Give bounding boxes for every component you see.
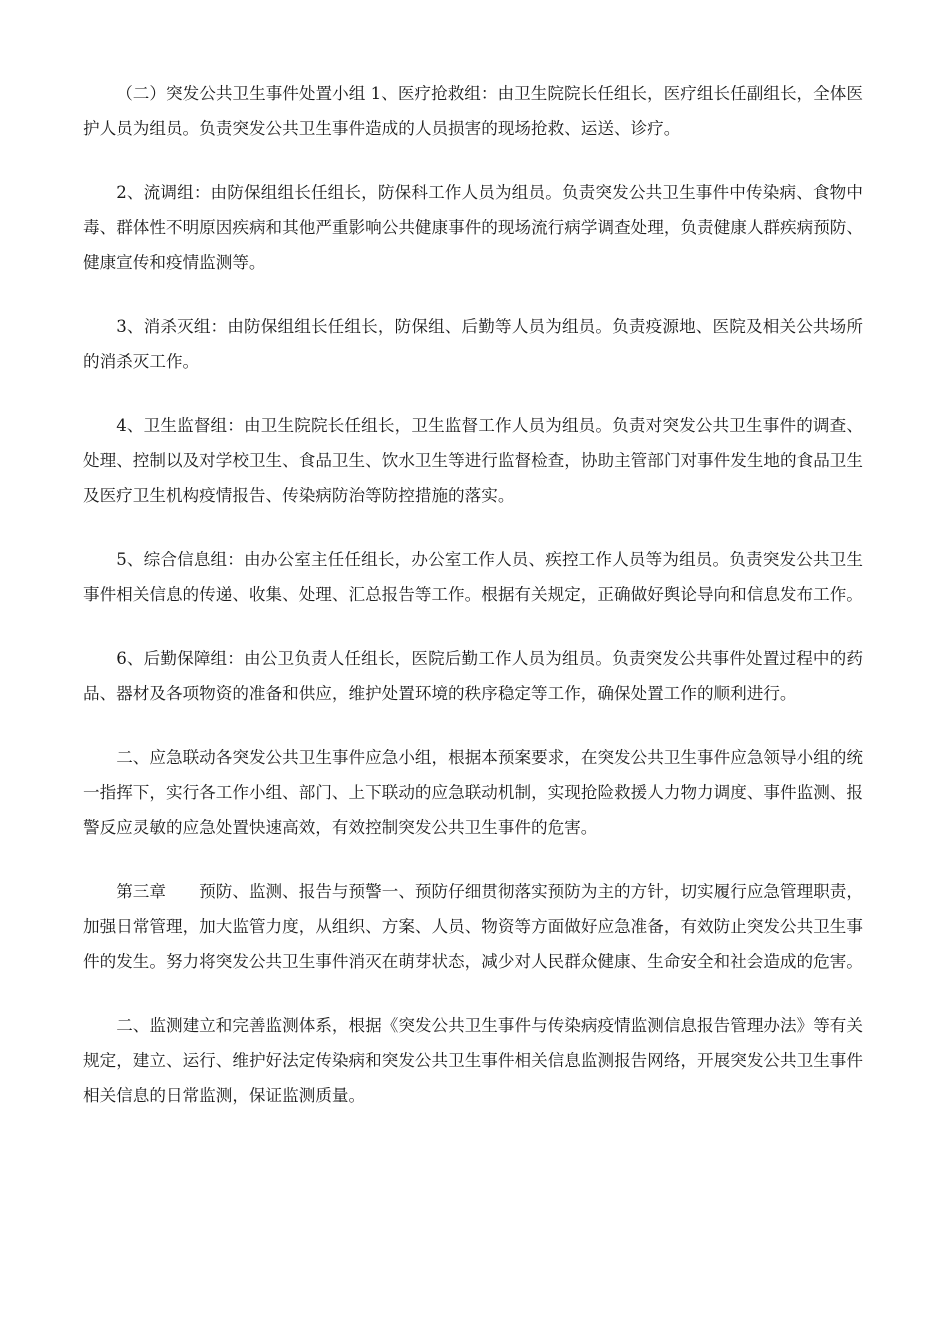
paragraph-emergency-linkage: 二、应急联动各突发公共卫生事件应急小组，根据本预案要求，在突发公共卫生事件应急领导小组的统一指挥下，实行各工作小组、部门、上下联动的应急联动机制，实现抢险救援人力物力调度、事件监测、报警反应灵敏的应急处置快速高效，有效控制突发公共卫生事件的危害。 (83, 748, 863, 837)
paragraph-emergency-rescue-group: （二）突发公共卫生事件处置小组 1、医疗抢救组：由卫生院院长任组长，医疗组长任副组长，全体医护人员为组员。负责突发公共卫生事件造成的人员损害的现场抢救、运送、诊疗。 (83, 84, 863, 138)
document-page (83, 76, 863, 1142)
paragraph-chapter-three-prevention: 第三章 预防、监测、报告与预警一、预防仔细贯彻落实预防为主的方针，切实履行应急管理职责，加强日常管理，加大监管力度，从组织、方案、人员、物资等方面做好应急准备，有效防止突发公共卫生事件的发生。努力将突发公共卫生事件消灭在萌芽状态，减少对人民群众健康、生命安全和社会造成的危害。 (83, 882, 863, 971)
paragraph-epidemiology-group: 2、流调组：由防保组组长任组长，防保科工作人员为组员。负责突发公共卫生事件中传染病、食物中毒、群体性不明原因疾病和其他严重影响公共健康事件的现场流行病学调查处理，负责健康人群疾病预防、健康宣传和疫情监测等。 (83, 183, 863, 272)
paragraph-disinfection-group: 3、消杀灭组：由防保组组长任组长，防保组、后勤等人员为组员。负责疫源地、医院及相关公共场所的消杀灭工作。 (83, 317, 863, 371)
paragraph-logistics-group: 6、后勤保障组：由公卫负责人任组长，医院后勤工作人员为组员。负责突发公共事件处置过程中的药品、器材及各项物资的准备和供应，维护处置环境的秩序稳定等工作，确保处置工作的顺利进行。 (83, 649, 863, 703)
paragraph-monitoring: 二、监测建立和完善监测体系，根据《突发公共卫生事件与传染病疫情监测信息报告管理办法》等有关规定，建立、运行、维护好法定传染病和突发公共卫生事件相关信息监测报告网络，开展突发公共卫生事件相关信息的日常监测，保证监测质量。 (83, 1016, 863, 1105)
paragraph-information-group: 5、综合信息组：由办公室主任任组长，办公室工作人员、疾控工作人员等为组员。负责突发公共卫生事件相关信息的传递、收集、处理、汇总报告等工作。根据有关规定，正确做好舆论导向和信息发布工作。 (83, 550, 863, 604)
paragraph-health-supervision-group: 4、卫生监督组：由卫生院院长任组长，卫生监督工作人员为组员。负责对突发公共卫生事件的调查、处理、控制以及对学校卫生、食品卫生、饮水卫生等进行监督检查，协助主管部门对事件发生地的食品卫生及医疗卫生机构疫情报告、传染病防治等防控措施的落实。 (83, 416, 863, 505)
